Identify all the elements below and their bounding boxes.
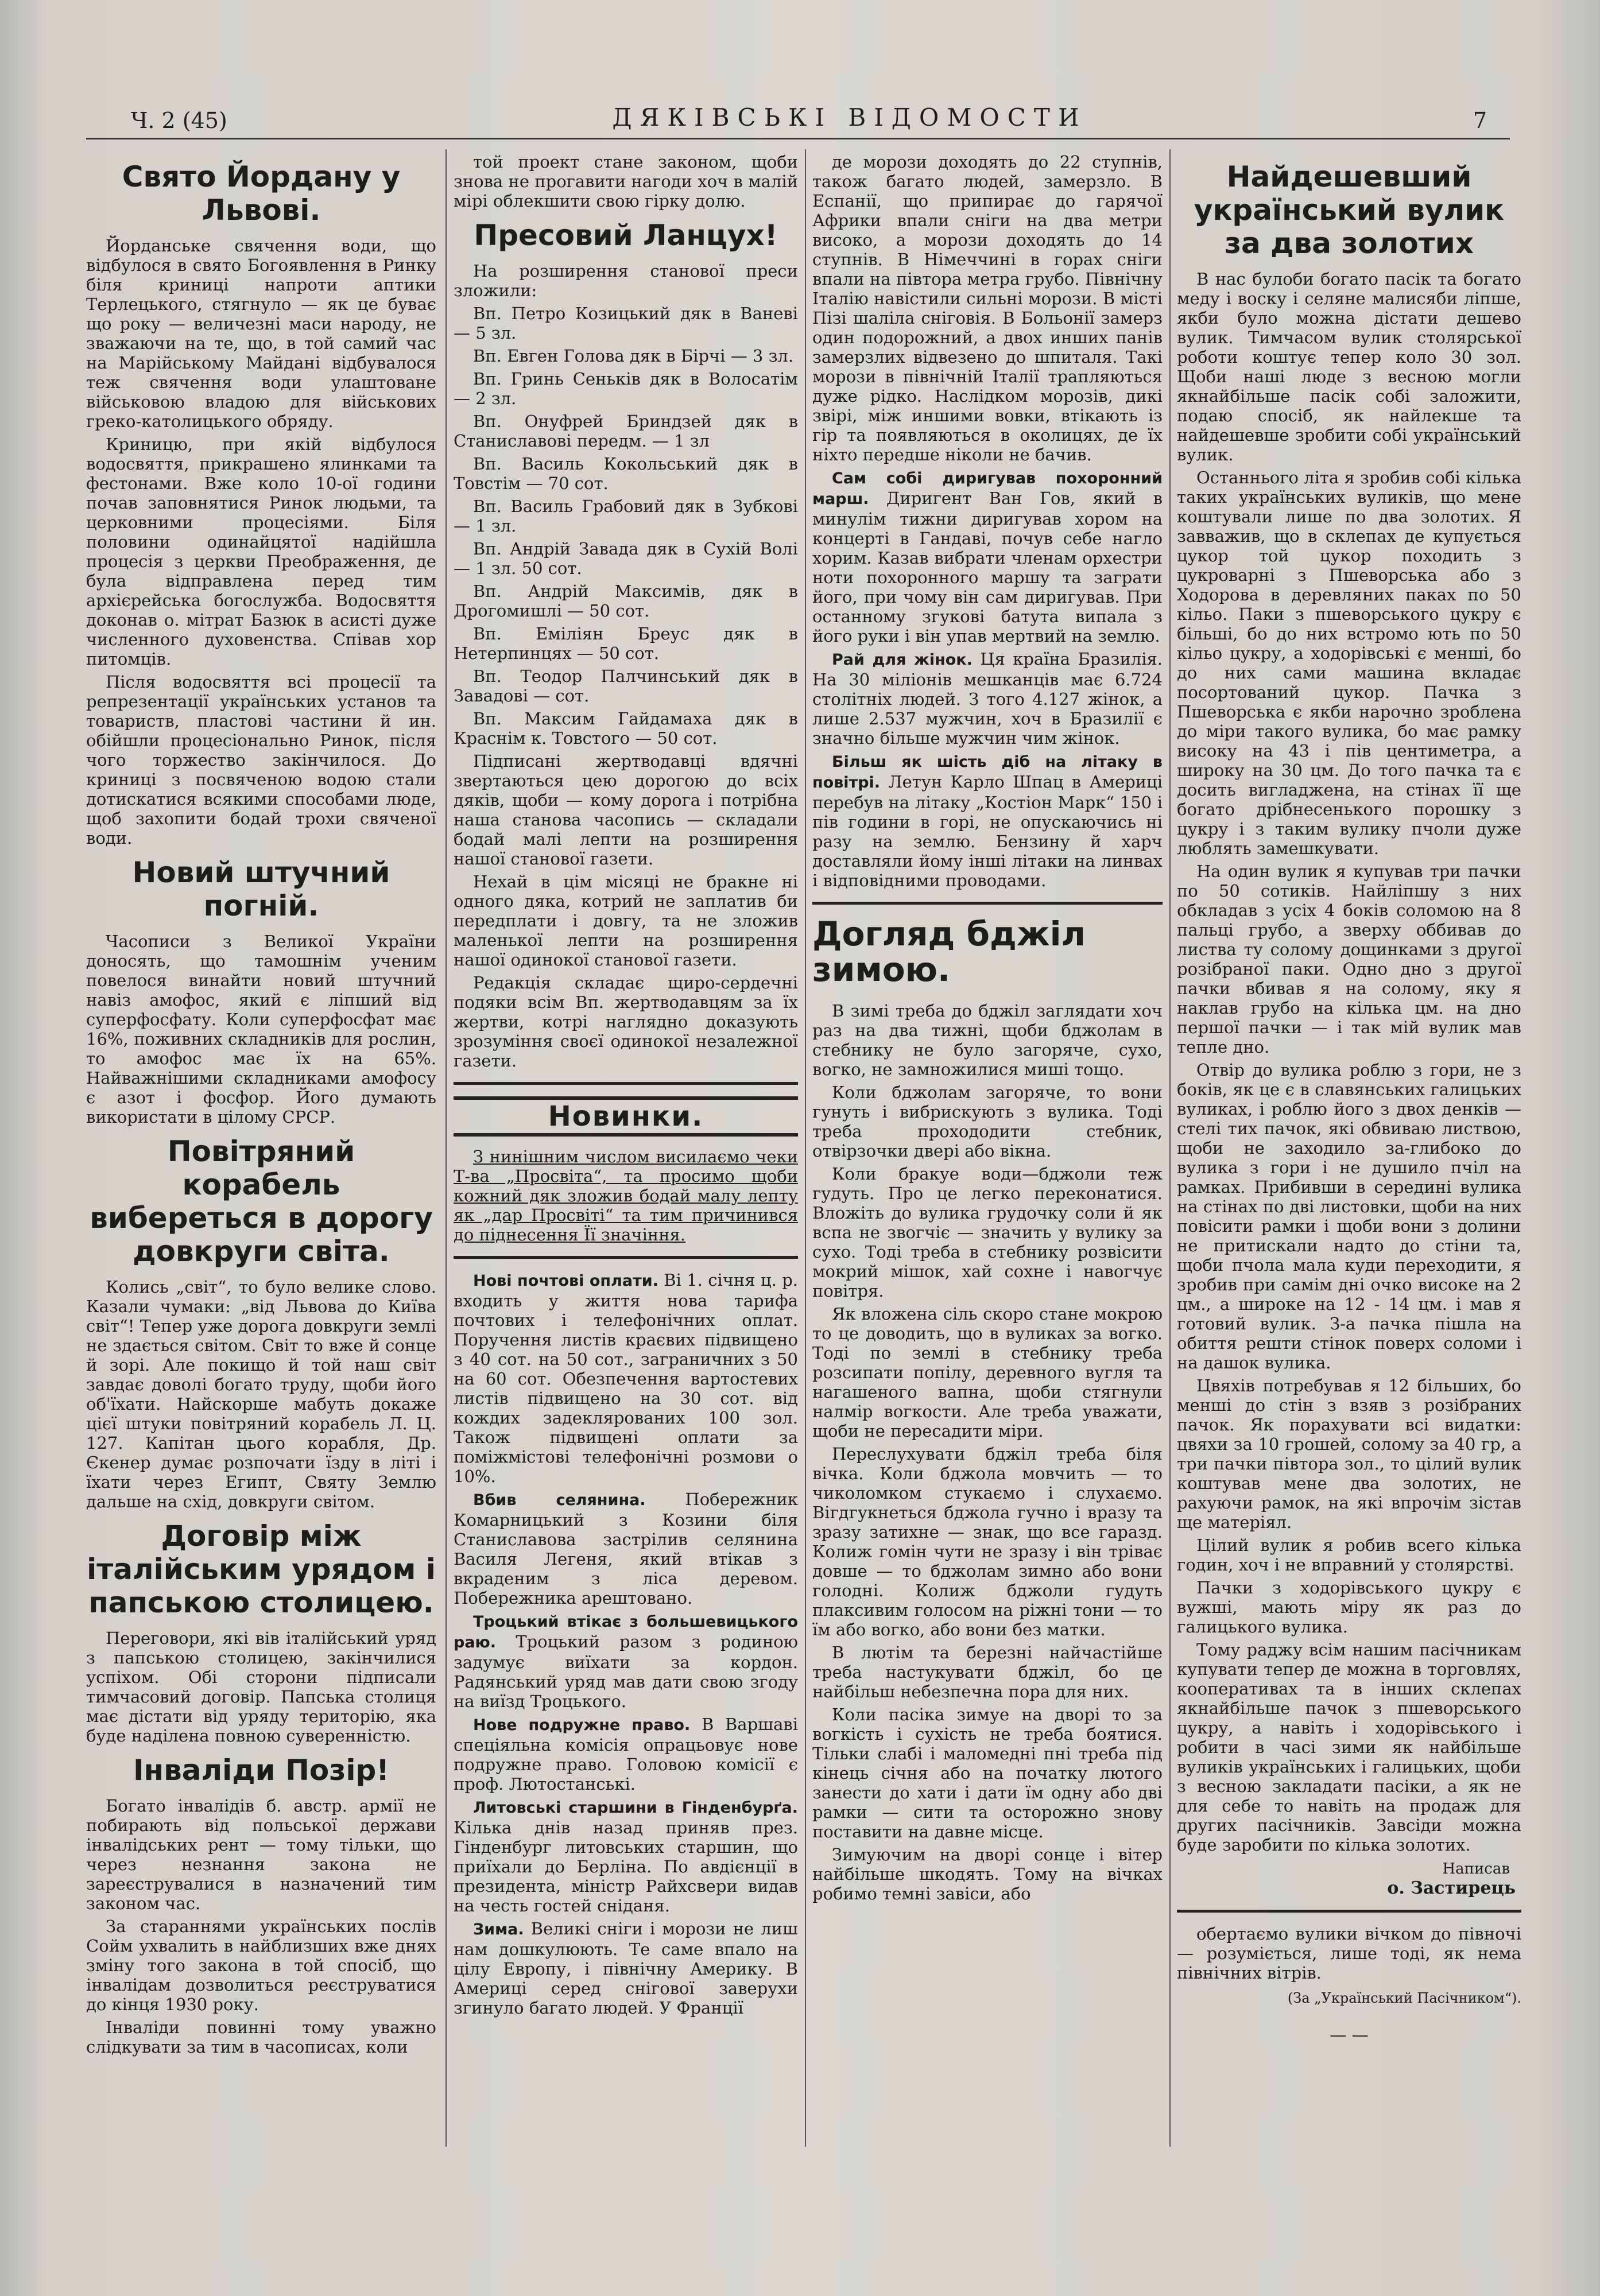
article-title: Договір між італійським урядом і папською столицею. [87,1519,436,1619]
section-divider [1177,1910,1521,1913]
source-note: (За „Український Пасічником“). [1287,1990,1521,2006]
news-item [812,468,1163,646]
paragraph: Цвяхів потребував я 12 більших, бо менші до стін з взяв з розібраних пачок. Як порахувати всі видатки: цвяхи за 10 грошей, солому за 40 гр, а три пачки півтора зол., то цілий вулик коштував мене два золотих, не рахуючи рамок, на які впрочім зістав ще матеріял. [1177,1376,1521,1532]
column-rule [1169,149,1171,2147]
paragraph: Криницю, при якій відбулося водосвяття, прикрашено ялинками та фестонами. Вже коло 10-ої години почав заповнятися Ринок людьми, та церковними процесіями. Біля половини одинайцятої надійшла процесія з церкви Преображення, де була відправлена перед тим архієрейська богослужба. Водосвяття доконав о. мітрат Базюк в асисті дуже численного духовенства. Співав хор питомців. [86,435,436,669]
paragraph: Йорданське свячення води, що відбулося в свято Богоявлення в Ринку біля криниці напроти аптики Терлецького, стягнуло — як це буває що року — величезні маси народу, не зважаючи на те, що, в той самий час на Марійському Майдані відбувалося теж свячення води улаштоване військовою владою для військових греко-католицького обряду. [86,236,436,431]
paragraph: Переговори, які вів італійський уряд з папською столицею, закінчилися успіхом. Обі сторони підписали тимчасовий договір. Папська столиця має дістати від уряду територію, яка буде наділена повною суверенністю. [86,1628,436,1746]
news-item-title: Троцький втікає з большевицького раю. [454,1613,798,1651]
news-item-title: Більш як шість діб на літаку в повітрі. [812,753,1163,792]
masthead: ДЯКІВСЬКІ ВІДОМОСТИ [612,103,1087,131]
article-title: Свято Йордану у Львові. [122,160,401,227]
news-item-text: Кілька днів назад приняв през. Гінденбург литовських старшин, що приїхали до Берліна. По авдієнції в президента, міністр Райхсвери видав на честь гостей сніданя. [454,1818,798,1915]
donor-line: Вп. Онуфрей Бриндзей дяк в Станиславові передм. — 1 зл [454,412,798,451]
paragraph: Колись „світ“, то було велике слово. Казали чумаки: „від Львова до Київа світ“! Тепер уже дорога довкруги землі не здається світом. Світ то вже й сонце й зорі. Але покищо й той наш світ завдає доволі богато труду, щоби його об'їхати. Найскорше мабуть докаже цієї штуки повітряний корабель Л. Ц. 127. Капітан цього корабля, Др. Єкенер думає розпочати їзду в літі і їхати через Египт, Святу Землю дальше на схід, довкруги світом. [86,1277,436,1511]
news-item-title: Вбив селянина. [473,1491,646,1509]
paragraph: Часописи з Великої України доносять, що тамошнім ученим повелося винайти новий штучний навіз амофос, який є ліпший від суперфосфату. Коли суперфосфат має 16%, поживних складників для рослин, то амофос має їх на 65%. Найважнішими складниками амофосу є азот і фосфор. Його думають використати в цілому СРСР. [86,932,436,1127]
article-title: Догляд бджіл зимою. [812,914,1086,989]
news-item-text: Ві 1. січня ц. р. входить у життя нова тарифа почтових і телефонічних оплат. Поручення листів краєвих підвищено з 40 сот. на 50 сот., заграничних з 50 на 60 сот. Обезпечення вартостевих листів підвищено на 30 сот. від кождих задеклярованих 100 зол. Також підвищені оплати за поміжмістові телефонічні розмови о 10%. [454,1270,798,1486]
column-2 [454,152,798,2150]
paragraph: Цілий вулик я робив всего кілька годин, хоч і не вправний у столярстві. [1177,1535,1521,1574]
paragraph: Коли бджолам загоряче, то вони гунуть і вибрискують з вулика. Тоді треба прохододити стебник, отвірзочки дверi або вікна. [812,1083,1163,1161]
news-item [454,1270,798,1486]
column-4 [1177,152,1521,2150]
news-item [454,1919,798,2018]
paragraph: Отвір до вулика роблю з гори, не з боків, як це є в славянських галицьких вуликах, і роблю його з двох денків — стелі тих пачок, які обвиваю листвою, щоби не заходило за-глибоко до вулика з гори і не душило пчіл на рамках. Прибивши в середині вулика на стінах по дві листовки, щоби на них повісити рамки і щоби вони з долини не притискали надто до стіни та, щоби пчола мала куди переходити, я зробив при самім дні очко високе на 2 цм., а широке на 12 - 14 цм. і мав я готовий вулик. З-а пачка пішла на обиття решти стінок поверх соломи і на дашок вулика. [1177,1060,1521,1372]
news-item-title: Зима. [473,1921,524,1938]
paragraph: обертаємо вулики вічком до півночі — розуміється, лише тоді, як нема північних вітрів. [1177,1924,1521,1983]
paragraph: На розширення станової преси зложили: [454,261,798,300]
page-number: 7 [1473,108,1487,133]
paragraph: Редакція складає щиро-сердечні подяки всім Вп. жертводавцям за їх жертви, котрі наглядно доказують зрозуміння своєї одинокої незалежної газети. [454,973,798,1071]
news-item-text: В Варшаві спеціяльна комісія опрацьовує нове подружне право. Головою комісії є проф. Лютостанські. [454,1715,798,1794]
news-item [454,1611,798,1711]
paragraph: За стараннями українських послів Сойм ухвалить в найблизших вже днях зміну того закона в той спосіб, що інвалідам дозволиться реєструватися до кінця 1930 року. [86,1917,436,2014]
paragraph: Коли бракуе води—бджоли теж гудуть. Про це легко переконатися. Вложіть до вулика грудочку соли й як вспа не звогчіє — значить у вулику за сухо. Тоді треба в стебнику розвісити мокрий мішок, хай сохне і навогчує повітря. [812,1164,1163,1301]
donor-line: Вп. Максим Гайдамаха дяк в Краснім к. Товстого — 50 сот. [454,709,798,748]
donor-line: Вп. Еміліян Бреус дяк в Нетерпинцях — 50 сот. [454,624,798,663]
signature-label: Написав [1442,1860,1510,1878]
article-title: Новий штучний погній. [132,856,390,922]
news-item [454,1490,798,1608]
donor-line: Вп. Андрій Максимів, дяк в Дрогомишлі — 50 сот. [454,581,798,620]
paragraph: Богато інвалідів б. австр. армії не побирають від польської держави інвалідських рент — тому тільки, що через незнання закона не зареєструвалися в назначений тим законом час. [86,1796,436,1913]
news-item [812,751,1163,890]
news-item [454,1797,798,1915]
section-divider [812,902,1163,905]
donor-line: Вп. Петро Козицький дяк в Ваневі — 5 зл. [454,304,798,343]
donor-line: Вп. Гринь Сеньків дяк в Волосатім — 2 зл. [454,369,798,408]
section-divider [454,1082,798,1085]
paragraph: той проект стане законом, щоби знова не прогавити нагоди хоч в малій мірі облекшити свою гірку долю. [454,152,798,211]
news-section-title: Новинки. [454,1096,798,1137]
paragraph: Переслухувати бджіл треба біля вічка. Коли бджола мовчить — то чиколомком стукаємо і слухаємо. Вігдгукнеться бджола гучно і вразу та зразу затихне — знак, що все гаразд. Колиж гомін чути не зразу і він тріває довше — то бджолам зимно або вони голодні. Колиж бджоли гудуть плаксивим голосом на ріжні тони — то їм або вогко, або вони без матки. [812,1444,1163,1639]
news-item-title: Нове подружне право. [473,1716,691,1734]
news-item-title: Нові почтові оплати. [473,1272,658,1290]
donor-line: Вп. Андрій Завада дяк в Сухій Волі — 1 зл. 50 сот. [454,539,798,578]
end-mark: — — [1330,2025,1369,2045]
column-rule [805,149,806,2147]
paragraph: Зимуючим на дворі сонце і вітер найбільше шкодять. Тому на вічках робимо темні завіси, або [812,1845,1163,1903]
article-title: Повітряний корабель вибереться в дорогу довкруги світа. [90,1135,433,1268]
paragraph: Останнього літа я зробив собі кілька таких українських вуликів, що мене коштували лише по два золотих. Я завважив, що в склепах де купується цукор той цукор походить з цукроварні з Пшеворська або з Ходорова в деревляних паках по 50 кільо. Паки з пшеворського цукру є більші, бо до них встромо ють по 50 кільо цукру, а ходорівські є менші, бо до них сами машина вкладає посортований цукор. Пачка з Пшеворська є якби нарочно зроблена до міри такого вулика, бо має рамку високу на 43 і пів центиметра, а широку на 30 цм. До того пачка та є досить вигладжена, на стінах її ще богато дрібнесенького порошку з цукру і з таким вулику пчоли дуже люблять замешкувати. [1177,468,1521,858]
news-item [454,1715,798,1794]
article-title: Інваліди Позір! [133,1754,390,1787]
news-item-title: Сам собі диригував похоронний марш. [812,470,1163,508]
paragraph: На один вулик я купував три пачки по 50 сотиків. Найліпшу з них обкладав з усіх 4 боків соломою на 8 пальці грубо, а зверху оббивав до листва ту солому дощинками з другої розібраної паки. Одно дно з другої пачки вбивав я на солому, яку я наклав грубо на кілька цм. на дно першої пачки — і так мій вулик мав тепле дно. [1177,862,1521,1057]
paragraph: В зимі треба до бджіл заглядати хоч раз на два тижні, щоби бджолам в стебнику не було загорячe, сухо, вогко, не замножилися миші тощо. [812,1001,1163,1079]
news-box-notice: З нинішним числом висилаємо чеки Т-ва „Просвіта“, та просимо щоби кожний дяк зложив бодай малу лепту як „дар Просвіті“ та тим причинився до піднесення Її значіння. [454,1147,798,1244]
news-item-text: Ця країна Бразилія. На 30 міліонів мешканців має 6.724 столітніх людей. З того 4.127 жінок, а лише 2.537 мужчин, хоч в Бразилії є значно більше мужчин чим жінок. [812,649,1163,748]
news-item-text: Летун Карло Шпац в Америці перебув на літаку „Костіон Марк“ 150 і пів години в горі, не опускаючись ні разу на землю. Бензину й харч доставляли йому інші літаки на линвах і відповідними проводами. [812,772,1163,890]
paragraph: Як вложена сіль скоро стане мокрою то це доводить, що в вуликах за вогко. Тоді по землі в стебнику треба розсипати попілу, деревного вугля та нагашеного вапна, щоби стягнули налмір вогкости. Але треба уважати, щоби не пересадити міри. [812,1304,1163,1441]
news-item-text: Троцький разом з родиною задумує виїхати за кордон. Радянський уряд мав дати свою згоду на виїзд Троцького. [454,1632,798,1711]
paragraph: Коли пасіка зимуе на дворі то за вогкість і сухість не треба боятися. Тільки слабі і маломедні пні треба під кінець січня або на початку лютого занести до хати і дати їм одну або дві рамки — сити та осторожно знову поставити на давне місце. [812,1705,1163,1841]
news-item [812,649,1163,748]
paragraph: Після водосвяття всі процесії та репрезентації українських установ та товариств, пластові частини й ин. обійшли процесіонально Ринок, після чого торжество закінчилося. До криниці з посвяченою водою стали дотискатися всякими способами люде, щоб захопити бодай трохи свяченої води. [86,672,436,848]
paragraph: В лютім та березні найчастійше треба настукувати бджіл, бо це найбільш небезпечна пора для них. [812,1643,1163,1701]
column-rule [445,149,447,2147]
section-divider [454,1256,798,1259]
donor-line: Вп. Евген Голова дяк в Бірчі — 3 зл. [473,346,794,366]
page-header [86,103,1510,139]
paragraph: Тому раджу всім нашим пасічникам купувати тепер де можна в торговлях, кооперативах та в інших склепах якнайбільше пачок з пшеворського цукру, а навіть і ходорівського і робити в часі зими як найбільше вуликів українських і галицьких, щоби з весною закладати пасіки, а як не для себе то навіть на продаж для других пасічників. Завсіди можна буде заробити по кілька золотих. [1177,1640,1521,1855]
paragraph: де морози доходять до 22 ступнів, також багато людей, замерзло. В Еспанії, що припирає до гарячої Африки впали сніги на два метри високо, а морози доходять до 14 ступнів. В Німеччині в горах сніги впали на півтора метра грубо. Північну Італію навістили сильні морози. В місті Пізі шаліла сніговія. В Больонії замерз один подорожний, а двох инших панів замерзлих відвезено до шпиталя. Такі морози в північній Італії трапляються дуже рідко. Наслідком морозів, дикі звірі, між иншими вовки, втікають із гір та появляються в околицях, де їх ніхто передше ніколи не бачив. [812,152,1163,464]
article-title: Пресовий Ланцух! [474,219,778,252]
news-item-text: Великі сніги і морози не лиш нам дошкулюють. Те саме впало на цілу Европу, і північну Америку. В Америці серед снігової заверухи згинуло багато людей. У Франції [454,1919,798,2018]
paragraph: В нас булоби богато пасік та богато меду і воску і селяне малисяби ліпше, якби було можна дістати дешево вулик. Тимчасом вулик столярської роботи коштує тепер коло 30 зол. Щоби наші люде з весною могли якнайбільше пасік собі заложити, подаю спосіб, як найлекше та найдешевше зробити собі український вулик. [1177,269,1521,464]
paragraph: Пачки з ходорівського цукру є вужші, мають міру як раз до галицького вулика. [1177,1578,1521,1636]
column-1 [86,152,436,2150]
paragraph: Підписані жертводавці вдячні звертаються цею дорогою до всіх дяків, щоби — кому дорога і потрібна наша станова часопись — складали бодай малі лепти на розширення нашої станової газети. [454,751,798,868]
news-item-title: Литовські старшини в Гінденбурґа. [473,1799,798,1817]
news-item-title: Рай для жінок. [832,651,973,669]
donor-line: Вп. Василь Кокольський дяк в Товстім — 70 сот. [454,454,798,493]
news-item-text: Диригент Ван Гов, який в минулім тижни диригував хором на концерті в Гандаві, почув себе нагло хорим. Казав вибрати членам орхестри ноти похоронного маршу та заграти його, при чому він сам диригував. При останному згукові батута випала з його руки і він упав мертвий на землю. [812,488,1163,646]
column-3 [812,152,1163,2150]
paragraph: Інваліди повинні тому уважно слідкувати за тим в часописах, коли [86,2018,436,2057]
donor-line: Вп. Василь Грабовий дяк в Зубкові — 1 зл. [454,497,798,536]
article-title: Найдешевший український вулик за два золотих [1194,160,1505,260]
issue-number: Ч. 2 (45) [131,108,227,133]
author-name: о. Застирець [1387,1878,1516,1898]
donor-line: Вп. Теодор Палчинський дяк в Завадові — сот. [454,666,798,705]
paragraph: Нехай в цім місяці не бракне ні одного дяка, котрий не заплатив би передплати і довгу, та не зложив маленької лепти на розширення нашої одинокої станової газети. [454,872,798,969]
news-item-text: Побережник Комарницький з Козини біля Станиславова застрілив селянина Василя Легеня, який втікав з вкраденим з ліса деревом. Побережника арештовано. [454,1490,798,1608]
